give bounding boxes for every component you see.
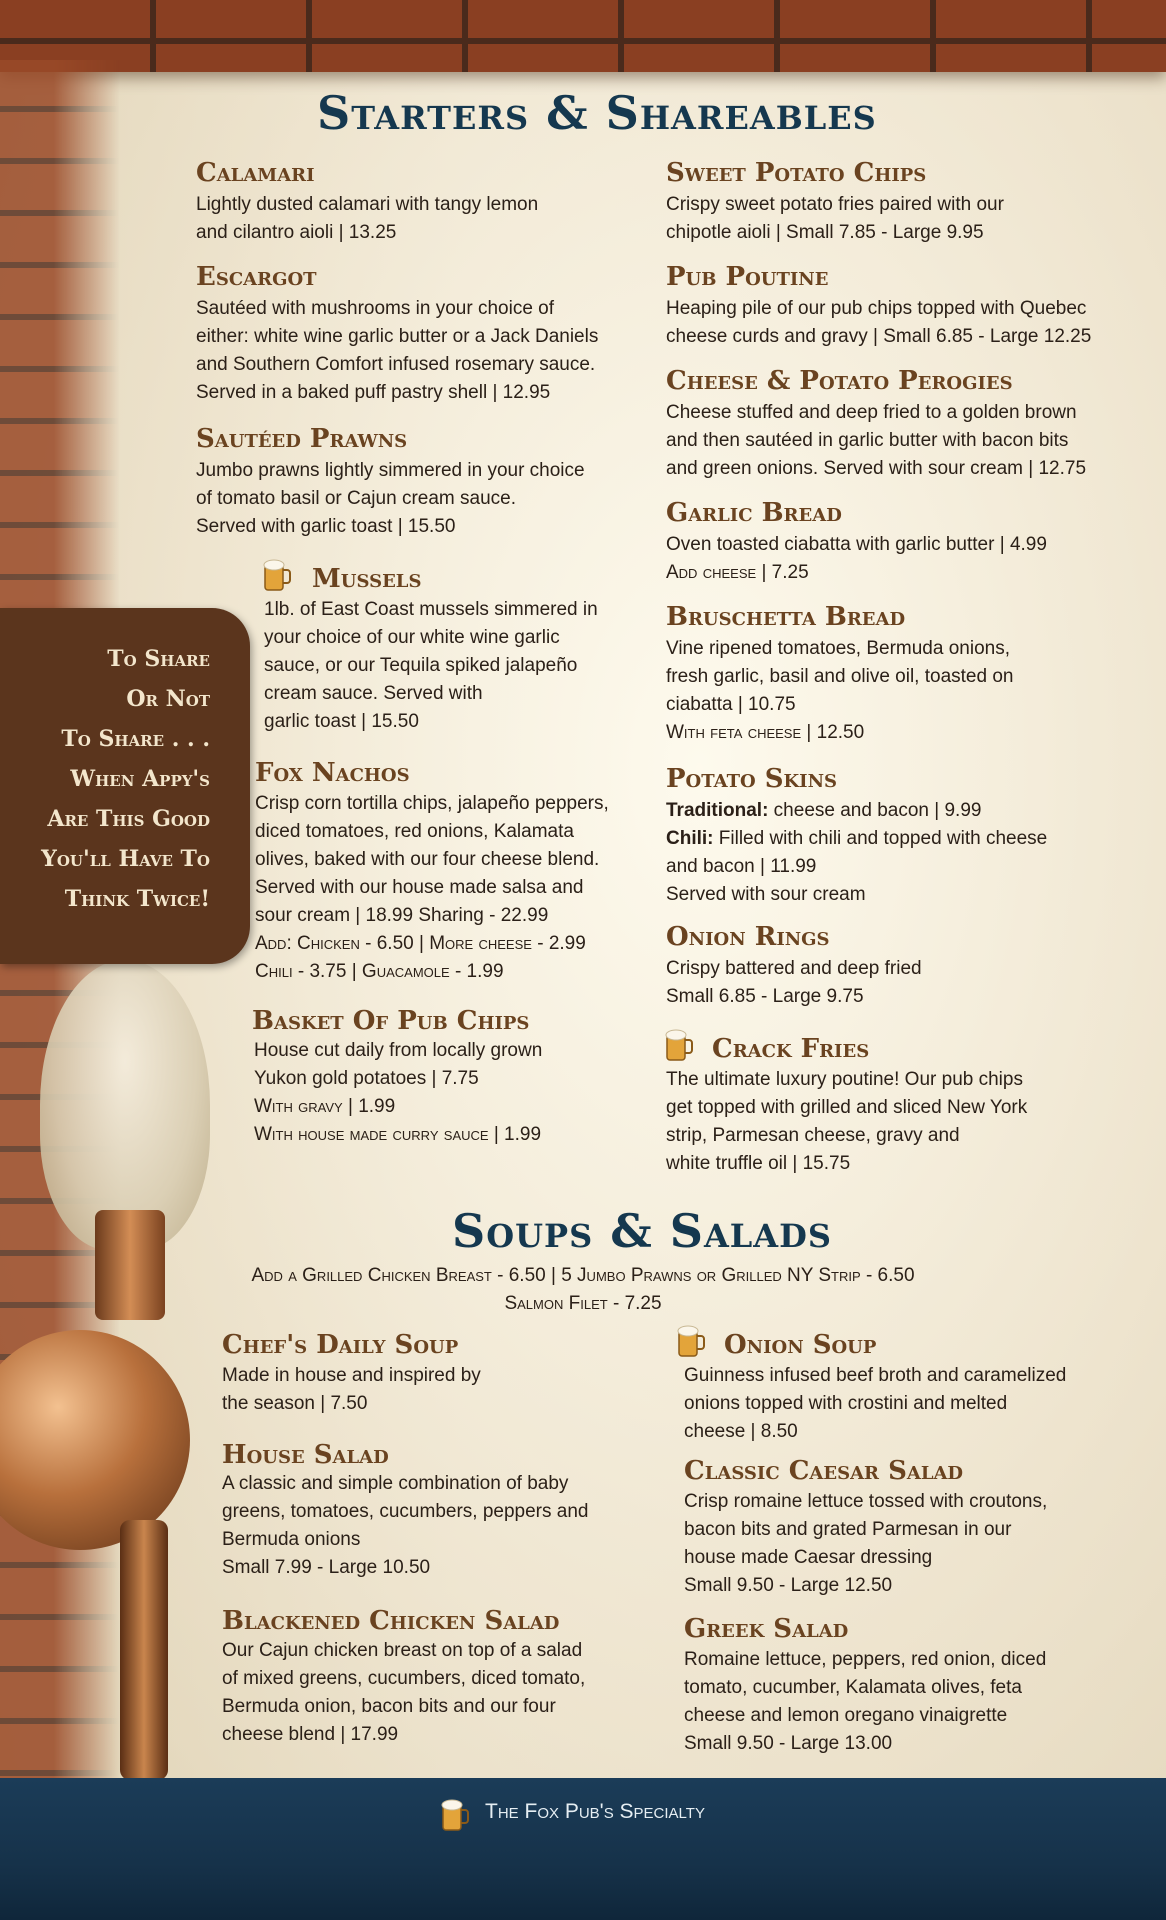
side-banner-line: You'll Have To: [41, 846, 210, 872]
brick-wall-top: [0, 0, 1166, 72]
item-title-basket-pub-chips: Basket Of Pub Chips: [252, 1006, 530, 1036]
item-desc-calamari: Lightly dusted calamari with tangy lemon and cilantro aioli | 13.25: [196, 194, 539, 243]
beer-mug-icon: [676, 1324, 706, 1358]
item-desc-house-salad: A classic and simple combination of baby greens, tomatoes, cucumbers, peppers and Bermuda onions Small 7.99 - Large 10.50: [222, 1473, 589, 1578]
item-desc-fox-nachos: Crisp corn tortilla chips, jalapeño peppers, diced tomatoes, red onions, Kalamata olives, baked with our four cheese blend. Served with our house made salsa and sour cream | 18.99 Sharing - 22.99 Add: Chicken - 6.50 | More cheese - 2.99 Chili - 3.75 | Guacamole - 1.99: [255, 793, 609, 982]
item-desc-pub-poutine: Heaping pile of our pub chips topped with Quebec cheese curds and gravy | Small 6.85 - Large 12.25: [666, 298, 1092, 347]
item-desc-sauteed-prawns: Jumbo prawns lightly simmered in your choice of tomato basil or Cajun cream sauce. Served with garlic toast | 15.50: [196, 460, 585, 537]
side-banner-line: To Share: [107, 646, 210, 672]
item-title-daily-soup: Chef's Daily Soup: [222, 1330, 459, 1360]
section-title-starters: Starters & Shareables: [317, 86, 877, 140]
item-title-pub-poutine: Pub Poutine: [666, 262, 829, 292]
beer-mug-icon: [664, 1028, 694, 1062]
item-title-onion-rings: Onion Rings: [666, 922, 830, 952]
item-desc-caesar-salad: Crisp romaine lettuce tossed with croutons, bacon bits and grated Parmesan in our house made Caesar dressing Small 9.50 - Large 12.50: [684, 1491, 1048, 1596]
item-title-mussels: Mussels: [312, 564, 422, 594]
beer-tap-handle-image: [40, 960, 210, 1250]
beer-tap-body-image: [0, 1330, 190, 1550]
item-title-sauteed-prawns: Sautéed Prawns: [196, 424, 408, 454]
item-title-crack-fries: Crack Fries: [712, 1034, 870, 1064]
item-title-potato-skins: Potato Skins: [666, 764, 838, 794]
item-desc-greek-salad: Romaine lettuce, peppers, red onion, diced tomato, cucumber, Kalamata olives, feta cheese and lemon oregano vinaigrette Small 9.50 - Large 13.00: [684, 1649, 1047, 1754]
item-title-perogies: Cheese & Potato Perogies: [666, 366, 1013, 396]
side-banner-line: Are This Good: [47, 806, 210, 832]
item-desc-garlic-bread: Oven toasted ciabatta with garlic butter | 4.99 Add cheese | 7.25: [666, 534, 1047, 583]
beer-mug-icon: [262, 558, 292, 592]
item-title-garlic-bread: Garlic Bread: [666, 498, 842, 528]
item-title-house-salad: House Salad: [222, 1440, 389, 1470]
item-desc-daily-soup: Made in house and inspired by the season | 7.50: [222, 1365, 481, 1414]
item-desc-escargot: Sautéed with mushrooms in your choice of either: white wine garlic butter or a Jack Daniels and Southern Comfort infused rosemary sauce. Served in a baked puff pastry shell | 12.95: [196, 298, 599, 403]
footer-legend: The Fox Pub's Specialty: [485, 1800, 705, 1823]
addon-line: Salmon Filet - 7.25: [504, 1293, 662, 1314]
item-title-greek-salad: Greek Salad: [684, 1614, 849, 1644]
beer-tap-spout-image: [120, 1520, 168, 1780]
item-title-blackened-chicken-salad: Blackened Chicken Salad: [222, 1606, 560, 1636]
side-banner-line: Think Twice!: [64, 886, 210, 912]
item-desc-mussels: 1lb. of East Coast mussels simmered in your choice of our white wine garlic sauce, or our Tequila spiked jalapeño cream sauce. Served with garlic toast | 15.50: [264, 599, 598, 732]
item-desc-onion-soup: Guinness infused beef broth and caramelized onions topped with crostini and melted cheese | 8.50: [684, 1365, 1067, 1442]
beer-mug-icon: [440, 1798, 470, 1832]
item-desc-onion-rings: Crispy battered and deep fried Small 6.85 - Large 9.75: [666, 958, 922, 1007]
item-desc-potato-skins: Traditional: cheese and bacon | 9.99 Chili: Filled with chili and topped with cheese and bacon | 11.99 Served with sour cream: [666, 800, 1048, 905]
addon-line: Add a Grilled Chicken Breast - 6.50 | 5 Jumbo Prawns or Grilled NY Strip - 6.50: [251, 1265, 915, 1286]
item-title-caesar-salad: Classic Caesar Salad: [684, 1456, 964, 1486]
side-banner-line: Or Not: [126, 686, 210, 712]
item-desc-basket-pub-chips: House cut daily from locally grown Yukon gold potatoes | 7.75 With gravy | 1.99 With house made curry sauce | 1.99: [254, 1040, 543, 1145]
item-desc-sweet-potato-chips: Crispy sweet potato fries paired with our chipotle aioli | Small 7.85 - Large 9.95: [666, 194, 1004, 243]
item-title-onion-soup: Onion Soup: [724, 1330, 877, 1360]
item-desc-blackened-chicken-salad: Our Cajun chicken breast on top of a salad of mixed greens, cucumbers, diced tomato, Bermuda onion, bacon bits and our four cheese blend | 17.99: [222, 1640, 586, 1745]
side-banner-line: When Appy's: [70, 766, 210, 792]
item-title-bruschetta: Bruschetta Bread: [666, 602, 906, 632]
item-desc-bruschetta: Vine ripened tomatoes, Bermuda onions, fresh garlic, basil and olive oil, toasted on ciabatta | 10.75 With feta cheese | 12.50: [666, 638, 1014, 743]
item-desc-perogies: Cheese stuffed and deep fried to a golden brown and then sautéed in garlic butter with bacon bits and green onions. Served with sour cream | 12.75: [666, 402, 1087, 479]
side-banner-line: To Share . . .: [61, 726, 210, 752]
item-title-calamari: Calamari: [196, 158, 315, 188]
section-title-soups-salads: Soups & Salads: [452, 1204, 832, 1258]
item-title-sweet-potato-chips: Sweet Potato Chips: [666, 158, 927, 188]
item-title-escargot: Escargot: [196, 262, 317, 292]
item-desc-crack-fries: The ultimate luxury poutine! Our pub chips get topped with grilled and sliced New York strip, Parmesan cheese, gravy and white truffle oil | 15.75: [666, 1069, 1028, 1174]
item-title-fox-nachos: Fox Nachos: [255, 758, 410, 788]
